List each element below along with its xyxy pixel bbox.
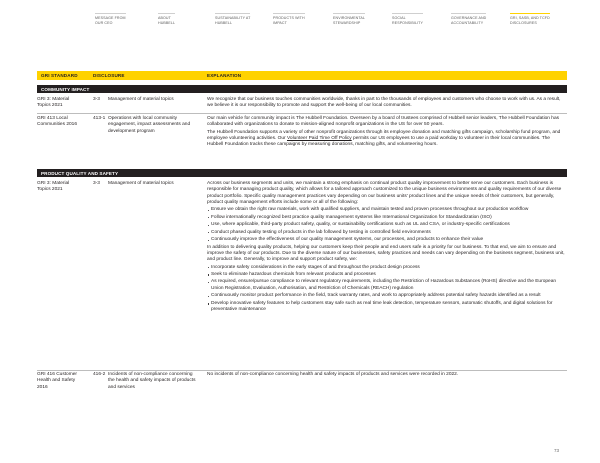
row2-paragraph-1: Our main vehicle for community impact is The Hubbell Foundation. Overseen by a board of trustees comprised of Hubbell senior leaders, The Hubbell Foundation has collaborated with organizations to donate to mission-aligned nonprofit organizations in the US for over 50 years. <box>207 116 560 128</box>
list-item: Seek to eliminate hazardous chemicals from relevant products and processes <box>207 272 565 278</box>
section-community-impact: COMMUNITY IMPACT <box>37 85 567 93</box>
list-item: Use, where applicable, third-party product safety, quality, or sustainability certifications such as UL and CSA, or industry-specific certifications <box>207 222 565 228</box>
list-item: Ensure we obtain the right raw materials, work with qualified suppliers, and maintain tested and proven processes throughout our production workflow <box>207 207 565 213</box>
nav-products-impact[interactable]: PRODUCTS WITH IMPACT <box>273 16 305 25</box>
table-header <box>37 71 567 80</box>
list-item: Continuously improve the effectiveness of our quality management systems, our processes, and products to enhance their value <box>207 237 565 243</box>
row3-number: 3-3 <box>93 181 100 186</box>
row2-disclosure: Operations with local community engagement, impact assessments and development program <box>108 116 191 134</box>
section-product-quality-safety: PRODUCT QUALITY AND SAFETY <box>37 169 567 177</box>
row3-explanation <box>207 181 565 315</box>
row-divider <box>37 370 567 371</box>
top-navigation <box>0 0 600 40</box>
row1-standard: GRI 3: Material Topics 2021 <box>37 97 70 109</box>
safety-practices-list <box>207 265 565 314</box>
row4-explanation: No incidents of non-compliance concerning health and safety impacts of products and services were recorded in 2022. <box>207 372 459 377</box>
volunteer-policy-link[interactable]: Volunteer Paid Time Off Policy <box>287 135 352 141</box>
nav-gri-sasb-tcfd[interactable]: GRI, SASB, AND TCFD DISCLOSURES <box>510 16 550 25</box>
row2-number: 413-1 <box>93 116 106 121</box>
list-item: As required, ensure/pursue compliance to relevant regulatory requirements, including the Restriction of Hazardous Substances (RoHS) directive and the European Union Registration, Evaluation, Authorisation, and Restriction of Chemicals (REACH) regulation <box>207 279 565 292</box>
row4-disclosure: Incidents of non-compliance concerning the health and safety impacts of products and services <box>108 372 196 390</box>
list-item: Continuously monitor product performance in the field, track warranty rates, and work to appropriately address potential safety hazards identified as a result <box>207 293 565 299</box>
row3-disclosure: Management of material topics <box>108 181 174 186</box>
nav-about-hubbell[interactable]: ABOUT HUBBELL <box>158 16 175 25</box>
nav-ceo-message[interactable]: MESSAGE FROM OUR CEO <box>95 16 126 25</box>
header-explanation: EXPLANATION <box>207 73 242 79</box>
row3-safety-paragraph: In addition to delivering quality products, helping our customers keep their people and end users safe is a priority for our business. To that end, we aim to ensure and improve the safety of our products. Due to the diverse nature of our businesses, safety practices and needs can vary depending on the business segment, business unit, and product line. Generally, to improve and support product safety, we: <box>207 244 565 263</box>
row3-standard: GRI 3: Material Topics 2021 <box>37 181 70 193</box>
page-number: 73 <box>554 448 560 453</box>
row1-explanation: We recognize that our business touches communities worldwide, thanks in part to the thousands of employees and customers who choose to work with us. As a result, we believe it is our responsibility to promote and support the well-being of our local communities. <box>207 97 561 109</box>
row1-disclosure: Management of material topics <box>108 97 174 102</box>
list-item: Conduct phased quality testing of products in the lab followed by testing in controlled field environments <box>207 230 565 236</box>
list-item: Follow internationally recognized best practice quality management systems like International Organization for Standardization (ISO) <box>207 215 565 221</box>
nav-sustainability[interactable]: SUSTAINABILITY AT HUBBELL <box>215 16 250 25</box>
row1-number: 3-3 <box>93 97 100 102</box>
row2-paragraph-2: The Hubbell Foundation supports a variety of other nonprofit organizations through its employee donation and matching gifts campaign, scholarship fund program, and employee volunteering activities. Our Volunteer Paid Time Off Policy permits our US employees to use a paid workday to volunteer in their local communities. The Hubbell Foundation tracks these campaigns by measuring donations, matching gifts, and volunteering hours. <box>207 129 561 148</box>
quality-practices-list <box>207 207 565 243</box>
row2-explanation <box>207 116 565 149</box>
list-item: Develop innovative safety features to help customers stay safe such as real time leak detection, temperature sensors, automatic shutoffs, and digital solutions for preventative maintenance <box>207 301 565 314</box>
row3-intro: Across our business segments and units, we maintain a strong emphasis on continual product quality improvement to better serve our customers. Each business is responsible for managing product quality, which allows for a tailored approach customized to the unique business environments and quality requirements of our diverse product portfolio. Specific quality management practices vary depending on our business units' product lines and the unique needs of their customers, but generally, product quality management efforts include some or all of the following: <box>207 181 562 205</box>
nav-environmental[interactable]: ENVIRONMENTAL STEWARDSHIP <box>333 16 365 25</box>
header-disclosure: DISCLOSURE <box>93 73 125 79</box>
nav-social[interactable]: SOCIAL RESPONSIBILITY <box>392 16 423 25</box>
row-divider <box>37 113 567 114</box>
row4-number: 416-2 <box>93 372 106 377</box>
header-gri-standard: GRI STANDARD <box>41 73 78 79</box>
row4-standard: GRI 416 Customer Health and Safety 2016 <box>37 372 77 390</box>
nav-governance[interactable]: GOVERNANCE AND ACCOUNTABILITY <box>451 16 486 25</box>
list-item: Incorporate safety considerations in the early stages of and throughout the product design process <box>207 265 565 271</box>
row2-standard: GRI 413 Local Communities 2016 <box>37 116 77 128</box>
